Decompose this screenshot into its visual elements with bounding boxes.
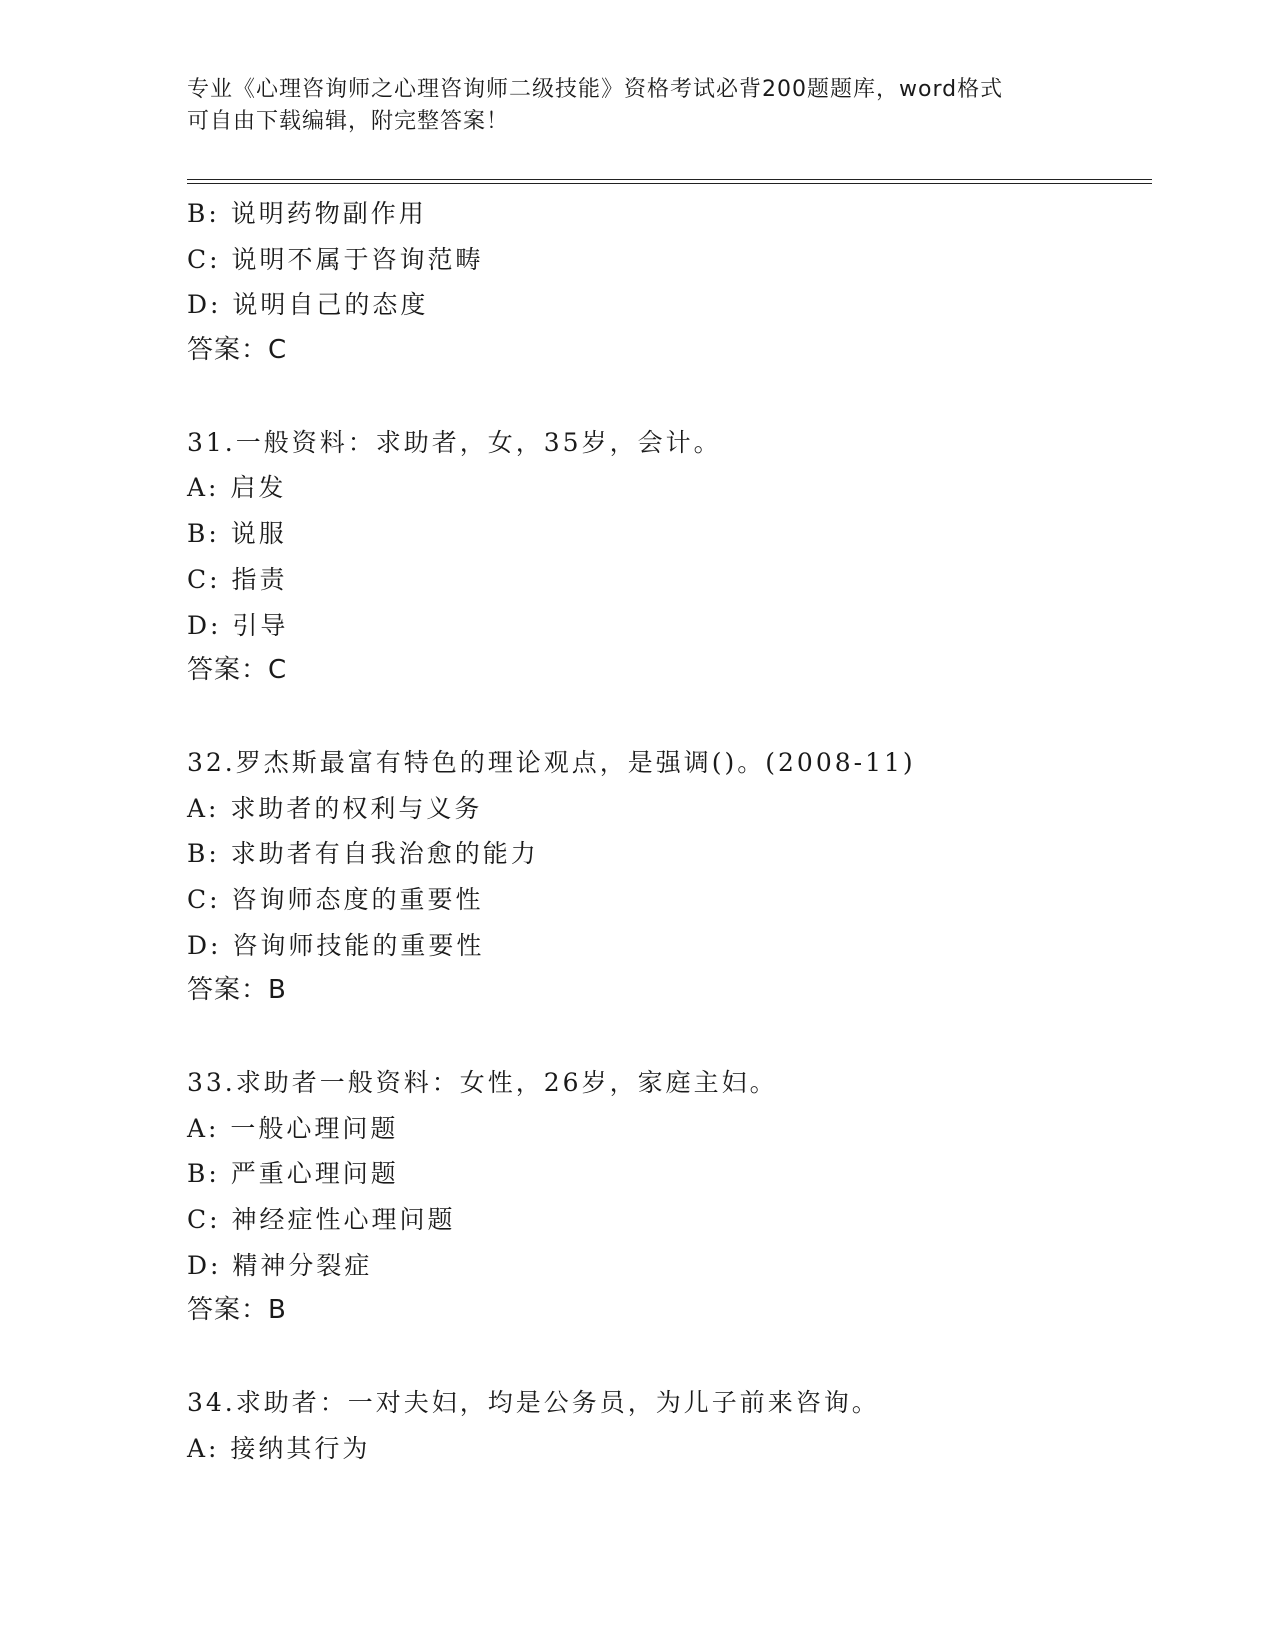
option-b: B: 严重心理问题: [187, 1159, 399, 1189]
answer: 答案：C: [187, 335, 288, 366]
question-stem: 33.求助者一般资料：女性，26岁，家庭主妇。: [187, 1068, 778, 1097]
answer: 答案：B: [187, 975, 287, 1006]
question-list: [187, 191, 1147, 1472]
option-a: A: 求助者的权利与义务: [187, 793, 483, 823]
answer: 答案：B: [187, 1295, 287, 1326]
question-block-prev: [187, 191, 1147, 374]
header-divider-bottom: [187, 183, 1152, 184]
option-c: C: 说明不属于咨询范畴: [187, 244, 484, 274]
option-d: D: 精神分裂症: [187, 1250, 373, 1280]
option-a: A: 接纳其行为: [187, 1433, 371, 1463]
header-line-1: 专业《心理咨询师之心理咨询师二级技能》资格考试必背200题题库，word格式: [187, 77, 1004, 102]
option-a: A: 一般心理问题: [187, 1113, 399, 1143]
option-c: C: 咨询师态度的重要性: [187, 884, 484, 914]
question-block-31: [187, 420, 1147, 694]
option-c: C: 神经症性心理问题: [187, 1205, 456, 1235]
option-a: A: 启发: [187, 473, 287, 503]
document-header: [187, 74, 1067, 138]
question-stem: 34.求助者：一对夫妇，均是公务员，为儿子前来咨询。: [187, 1388, 880, 1418]
question-stem: 32.罗杰斯最富有特色的理论观点，是强调()。(2008-11): [187, 747, 916, 777]
option-b: B: 说服: [187, 519, 287, 549]
question-block-34: [187, 1380, 1147, 1471]
option-d: D: 咨询师技能的重要性: [187, 930, 485, 960]
option-d: D: 引导: [187, 610, 289, 640]
question-stem: 31.一般资料：求助者，女，35岁，会计。: [187, 427, 722, 457]
option-c: C: 指责: [187, 564, 288, 594]
option-b: B: 说明药物副作用: [187, 199, 427, 228]
question-block-32: [187, 740, 1147, 1014]
header-line-2: 可自由下载编辑，附完整答案！: [187, 109, 510, 134]
option-b: B: 求助者有自我治愈的能力: [187, 839, 539, 869]
option-d: D: 说明自己的态度: [187, 290, 429, 320]
header-divider-top: [187, 179, 1152, 180]
answer: 答案：C: [187, 655, 288, 686]
question-block-33: [187, 1060, 1147, 1334]
